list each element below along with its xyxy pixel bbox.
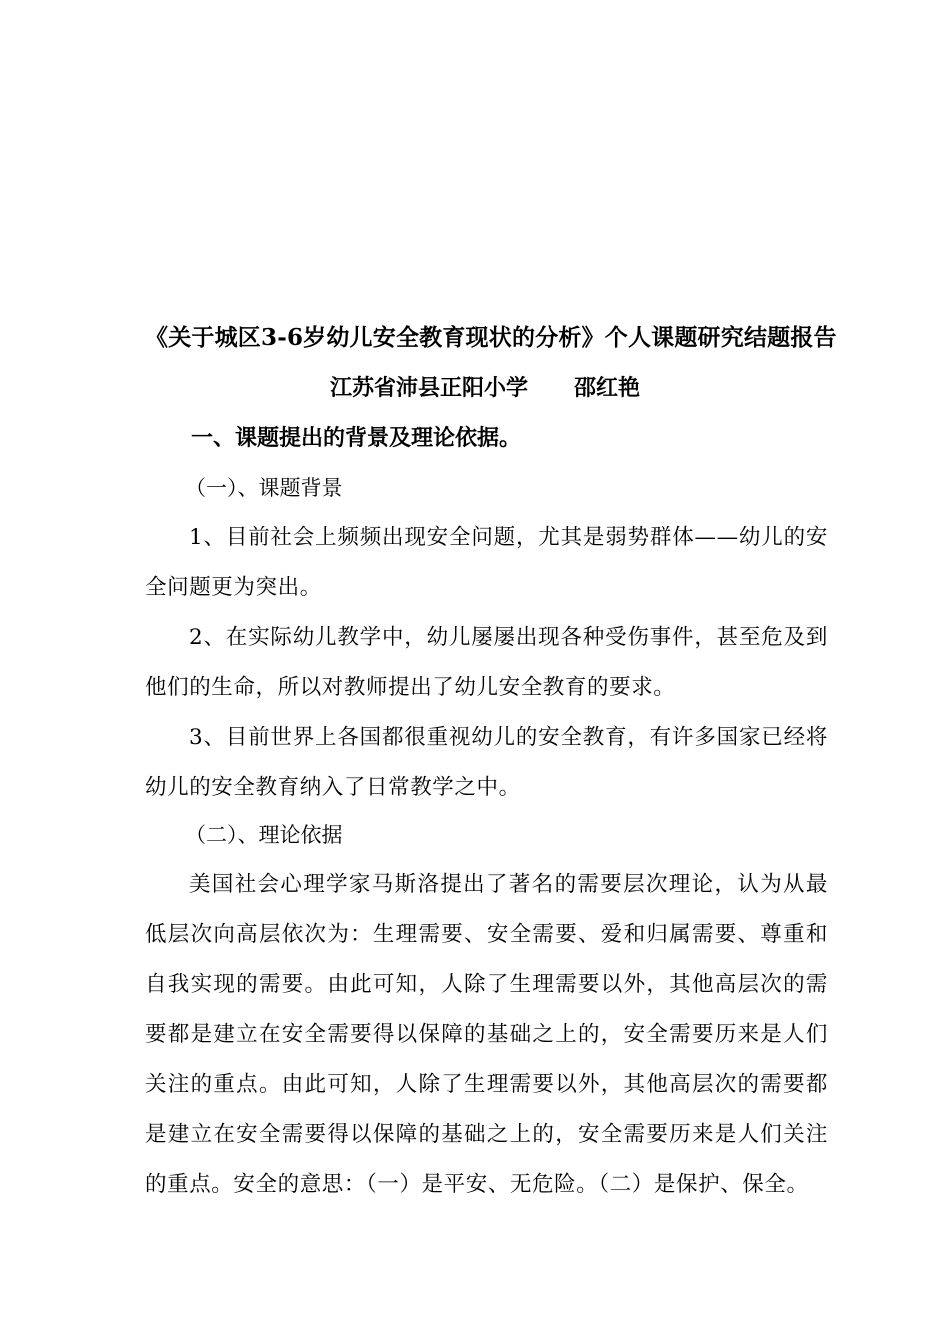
author-name: 邵红艳 xyxy=(574,375,641,401)
background-item-3: 3、目前世界上各国都很重视幼儿的安全教育，有许多国家已经将幼儿的安全教育纳入了日常教学之中。 xyxy=(145,725,828,800)
school-name: 江苏省沛县正阳小学 xyxy=(329,375,528,401)
subsection-heading-theory: （二）、理论依据 xyxy=(185,823,343,847)
report-title: 《关于城区3-6岁幼儿安全教育现状的分析》个人课题研究结题报告 xyxy=(145,324,837,351)
background-item-1: 1、目前社会上频频出现安全问题，尤其是弱势群体——幼儿的安全问题更为突出。 xyxy=(145,525,828,600)
subsection-heading-background: （一）、课题背景 xyxy=(185,476,343,500)
background-item-2: 2、在实际幼儿教学中，幼儿屡屡出现各种受伤事件，甚至危及到他们的生命，所以对教师提出了幼儿安全教育的要求。 xyxy=(145,625,828,700)
theory-paragraph: 美国社会心理学家马斯洛提出了著名的需要层次理论，认为从最低层次向高层依次为：生理需要、安全需要、爱和归属需要、尊重和自我实现的需要。由此可知，人除了生理需要以外，其他高层次的需要都是建立在安全需要得以保障的基础之上的，安全需要历来是人们关注的重点。由此可知，人除了生理需要以外，其他高层次的需要都是建立在安全需要得以保障的基础之上的，安全需要历来是人们关注的重点。安全的意思：（一）是平安、无危险。（二）是保护、保全。 xyxy=(145,872,828,1197)
byline xyxy=(145,368,825,408)
section-heading-background: 一、课题提出的背景及理论依据。 xyxy=(191,425,522,451)
